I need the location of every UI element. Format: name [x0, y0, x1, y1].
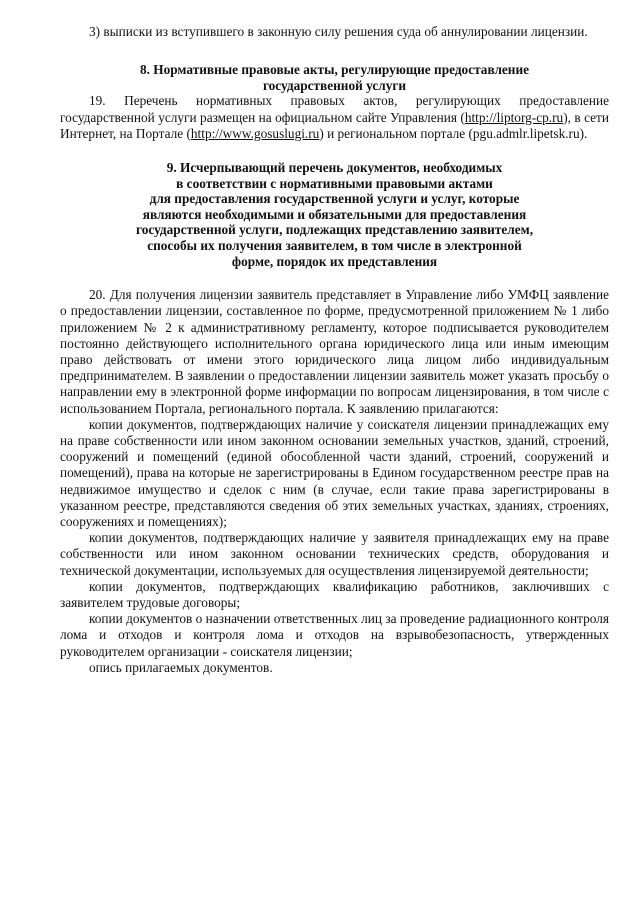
section-8-heading: [60, 62, 609, 93]
heading-line: для предоставления государственной услуги и услуг, которые: [149, 191, 520, 207]
list-item: опись прилагаемых документов.: [89, 659, 273, 675]
paragraph-20: 20. Для получения лицензии заявитель представляет в Управление либо УМФЦ заявление о предоставлении лицензии, составленное по форме, предусмотренной приложением № 1 либо приложением № 2 к административному регламенту, которое подписывается руководителем постоянно действующего исполнительного органа юридического лица или иным имеющим право действовать от имени этого юридического лица лицом либо индивидуальным предпринимателем. В заявлении о предоставлении лицензии заявитель может указать просьбу о направлении ему в электронной форме информации по вопросам лицензирования, в том числе с использованием Портала, регионального портала. К заявлению прилагаются:: [60, 287, 609, 416]
heading-line: форме, порядок их представления: [231, 253, 438, 269]
heading-line: государственной услуги: [262, 77, 407, 93]
spacer: [60, 142, 609, 160]
heading-line: являются необходимыми и обязательными для предоставления: [142, 206, 527, 222]
link-gosuslugi[interactable]: http://www.gosuslugi.ru: [190, 125, 320, 141]
heading-line: 8. Нормативные правовые акты, регулирующие предоставление: [139, 62, 530, 78]
link-liptorg[interactable]: http://liptorg-cp.ru: [464, 109, 564, 125]
paragraph-19-text: ), в сети Интернет, на Портале (: [60, 109, 609, 141]
heading-line: 9. Исчерпывающий перечень документов, необходимых: [166, 160, 503, 175]
paragraph-item-3: 3) выписки из вступившего в законную силу решения суда об аннулировании лицензии.: [89, 24, 588, 39]
section-9-heading: [60, 160, 609, 269]
paragraph-19: [60, 93, 609, 142]
heading-line: государственной услуги, подлежащих представлению заявителем,: [135, 222, 534, 238]
list-item: копии документов, подтверждающих наличие у заявителя принадлежащих ему на праве собственности или ином законном основании технических средств, оборудования и технической документации, используемых для осуществления лицензируемой деятельности;: [60, 530, 609, 578]
heading-line: в соответствии с нормативными правовыми актами: [176, 175, 493, 191]
spacer: [60, 40, 609, 62]
list-item: копии документов о назначении ответственных лиц за проведение радиационного контроля лома и отходов и контроля лома и отходов на взрывобезопасность, утвержденных руководителем организации - соискателя лицензии;: [60, 611, 609, 659]
list-item: копии документов, подтверждающих наличие у соискателя лицензии принадлежащих ему на праве собственности или ином законном основании земельных участков, зданий, строений, сооружений и помещений (единой обособленной части зданий, строений, сооружений и помещений), права на которые не зарегистрированы в Едином государственном реестре прав на недвижимое имущество и сделок с ним (в случае, если такие права зарегистрированы в указанном реестре, представляются сведения об этих земельных участках, зданиях, строениях, сооружениях и помещениях);: [60, 416, 609, 529]
heading-line: способы их получения заявителем, в том числе в электронной: [147, 237, 522, 253]
paragraph-19-text: ) и региональном портале (pgu.admlr.lipetsk.ru).: [319, 125, 588, 141]
document-page: [60, 24, 609, 676]
paragraph-19-text: 19. Перечень нормативных правовых актов, регулирующих предоставление государственной услуги размещен на официальном сайте Управления (: [60, 93, 609, 125]
spacer: [60, 269, 609, 287]
list-item: копии документов, подтверждающих квалификацию работников, заключивших с заявителем трудовые договоры;: [60, 578, 609, 611]
